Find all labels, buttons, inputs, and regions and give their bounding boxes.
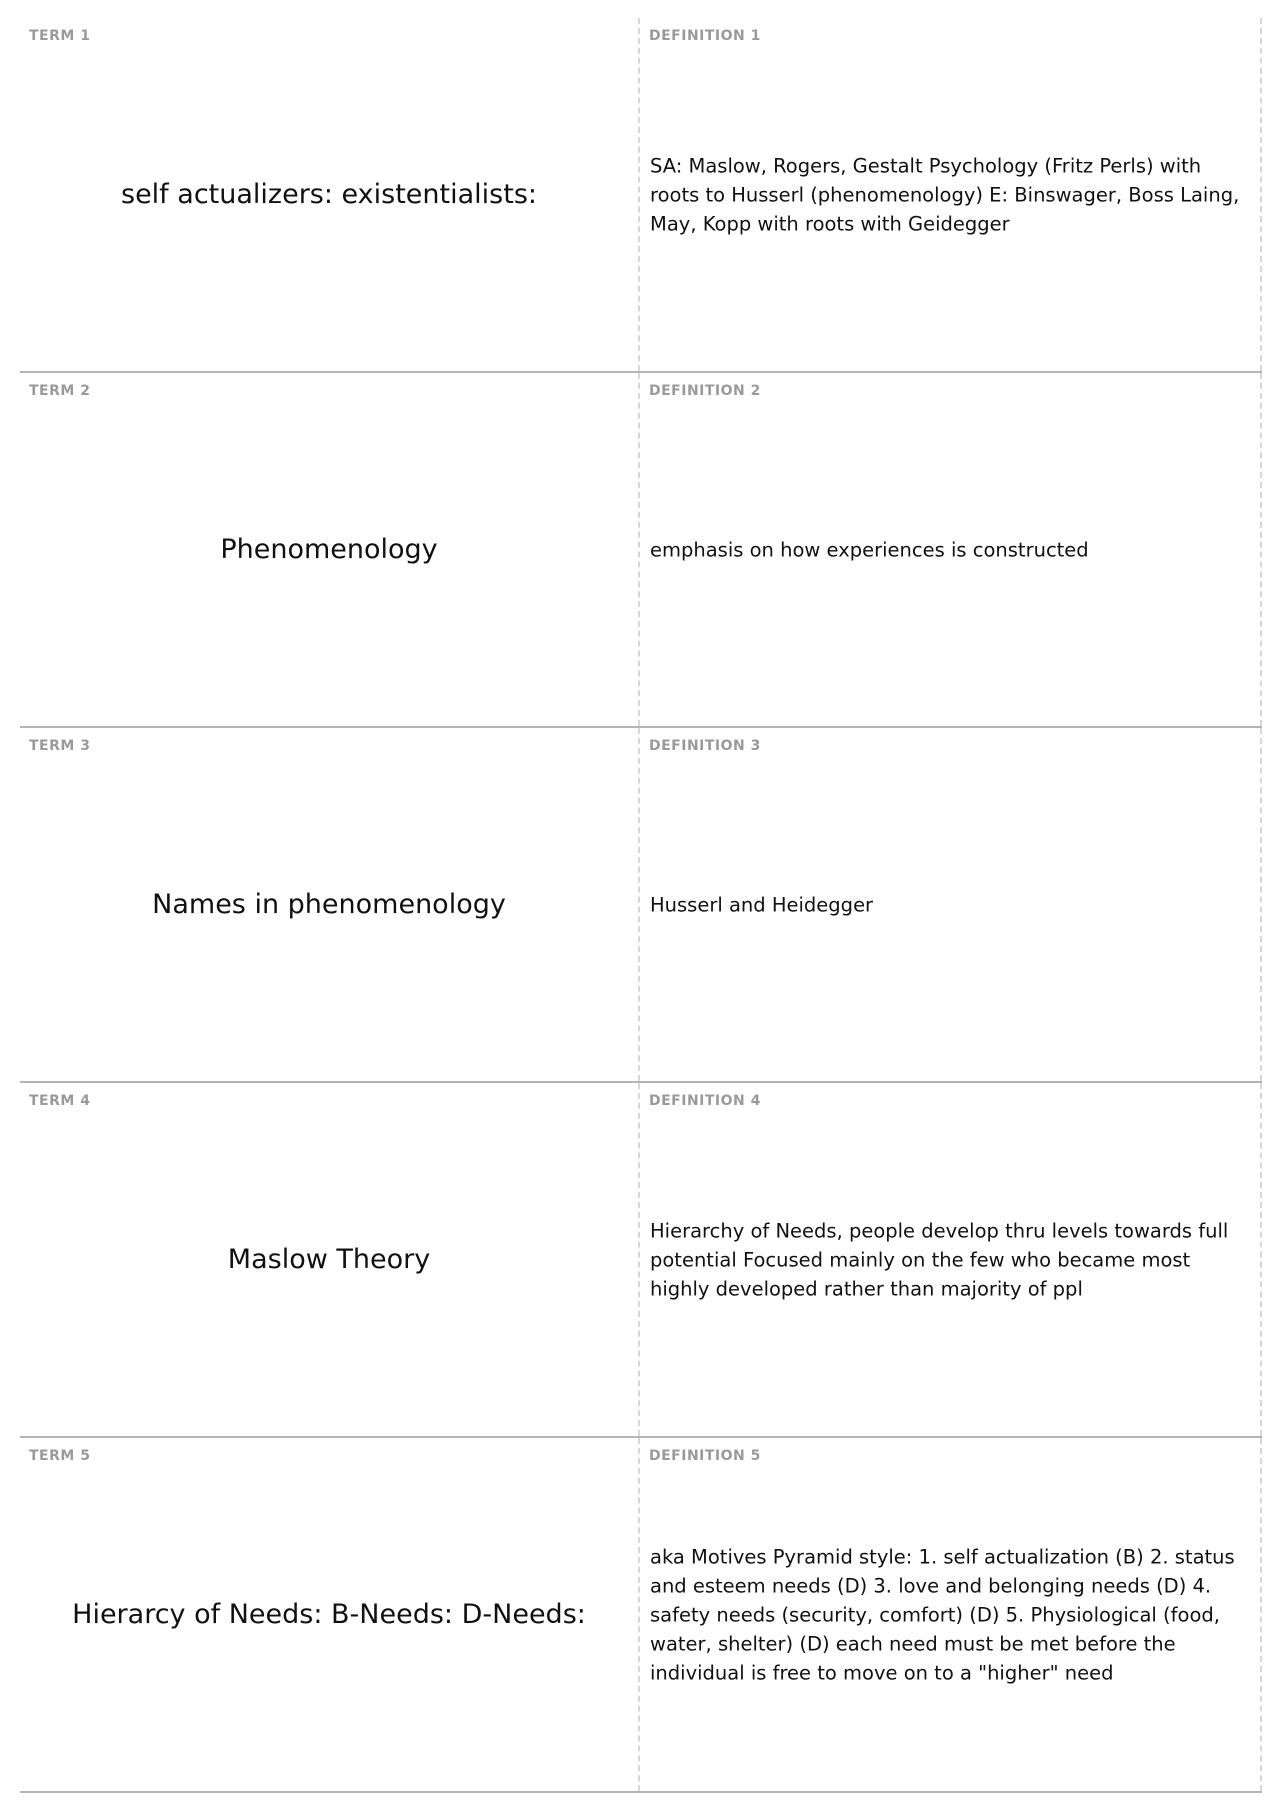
flashcard-row [20, 1083, 1262, 1438]
definition-label: DEFINITION 5 [649, 1448, 761, 1464]
term-text: Hierarcy of Needs: B-Needs: D-Needs: [72, 1598, 586, 1630]
flashcard-row [20, 18, 1262, 373]
definition-label: DEFINITION 3 [649, 738, 761, 754]
term-text: Maslow Theory [227, 1243, 431, 1275]
term-text: Phenomenology [220, 533, 438, 565]
definition-text: Hierarchy of Needs, people develop thru levels towards full potential Focused mainly on the few who became most highly developed rather than majority of ppl [650, 1219, 1229, 1300]
flashcard-row [20, 373, 1262, 728]
definition-text: aka Motives Pyramid style: 1. self actualization (B) 2. status and esteem needs (D) 3. love and belonging needs (D) 4. safety needs (security, comfort) (D) 5. Physiological (food, water, shelter) (D) each need must be met before the individual is free to move on to a "higher" need [650, 1545, 1235, 1684]
definition-label: DEFINITION 4 [649, 1093, 761, 1109]
term-label: TERM 4 [29, 1093, 91, 1109]
definition-label: DEFINITION 1 [649, 28, 761, 44]
flashcard-sheet [20, 18, 1262, 1793]
definition-text: Husserl and Heidegger [650, 893, 874, 916]
term-label: TERM 3 [29, 738, 91, 754]
term-cell [20, 373, 640, 726]
term-label: TERM 5 [29, 1448, 91, 1464]
definition-cell [640, 1438, 1262, 1791]
definition-cell [640, 373, 1262, 726]
term-text: self actualizers: existentialists: [121, 178, 537, 210]
flashcard-row [20, 1438, 1262, 1793]
definition-text: emphasis on how experiences is constructed [650, 538, 1089, 561]
term-label: TERM 1 [29, 28, 91, 44]
term-cell [20, 1438, 640, 1791]
definition-cell [640, 728, 1262, 1081]
definition-label: DEFINITION 2 [649, 383, 761, 399]
term-cell [20, 1083, 640, 1436]
term-cell [20, 728, 640, 1081]
flashcard-row [20, 728, 1262, 1083]
term-text: Names in phenomenology [152, 888, 506, 920]
term-cell [20, 18, 640, 371]
definition-cell [640, 18, 1262, 371]
definition-cell [640, 1083, 1262, 1436]
definition-text: SA: Maslow, Rogers, Gestalt Psychology (Fritz Perls) with roots to Husserl (phenomenology) E: Binswager, Boss Laing, May, Kopp with roots with Geidegger [650, 154, 1240, 235]
term-label: TERM 2 [29, 383, 91, 399]
